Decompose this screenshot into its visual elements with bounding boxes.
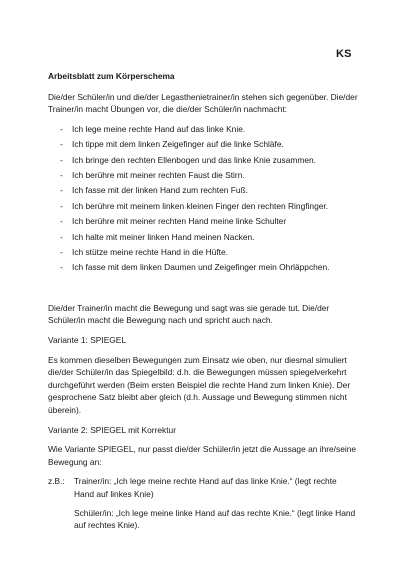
exercise-item bbox=[60, 169, 358, 182]
exercise-item bbox=[60, 261, 358, 274]
example-lines bbox=[74, 475, 358, 537]
list-dash: - bbox=[60, 154, 63, 165]
list-dash: - bbox=[60, 185, 63, 196]
list-dash: - bbox=[60, 216, 63, 227]
exercise-text: Ich halte mit meiner linken Hand meinen Nacken. bbox=[72, 231, 255, 242]
exercise-item bbox=[60, 138, 358, 151]
worksheet-title: Arbeitsblatt zum Körperschema bbox=[48, 71, 175, 81]
exercise-text: Ich berühre mit meiner rechten Faust die Stirn. bbox=[72, 169, 245, 180]
list-dash: - bbox=[60, 262, 63, 273]
exercise-text: Ich fasse mit dem linken Daumen und Zeigefinger mein Ohrläppchen. bbox=[72, 262, 330, 273]
exercise-item bbox=[60, 184, 358, 197]
exercise-text: Ich bringe den rechten Ellenbogen und das linke Knie zusammen. bbox=[72, 154, 316, 165]
exercise-list bbox=[48, 123, 358, 274]
list-dash: - bbox=[60, 246, 63, 257]
exercise-text: Ich fasse mit der linken Hand zum rechten Fuß. bbox=[72, 185, 248, 196]
exercise-text: Ich berühre mit meinem linken kleinen Finger den rechten Ringfinger. bbox=[72, 200, 329, 211]
exercise-item bbox=[60, 246, 358, 259]
exercise-item bbox=[60, 215, 358, 228]
intro-paragraph: Die/der Schüler/in und die/der Legasthenietrainer/in stehen sich gegenüber. Die/der Trainer/in macht Übungen vor, die die/der Schüler/in nachmacht: bbox=[48, 91, 358, 115]
example-block bbox=[48, 475, 358, 537]
list-dash: - bbox=[60, 139, 63, 150]
level-badge: KS bbox=[336, 48, 352, 60]
list-dash: - bbox=[60, 169, 63, 180]
student-example: Schüler/in: „Ich lege meine linke Hand auf das rechte Knie.“ (legt linke Hand auf rechtes Knie). bbox=[74, 507, 356, 531]
example-label: z.B.: bbox=[48, 476, 65, 487]
variant2-paragraph: Wie Variante SPIEGEL, nur passt die/der Schüler/in jetzt die Aussage an ihre/seine Bewegung an: bbox=[48, 444, 357, 467]
speaking-paragraph: Die/der Trainer/in macht die Bewegung und sagt was sie gerade tut. Die/der Schüler/in macht die Bewegung nach und spricht auch nach. bbox=[48, 302, 330, 326]
worksheet-content bbox=[48, 70, 358, 538]
exercise-text: Ich lege meine rechte Hand auf das linke Knie. bbox=[72, 123, 246, 134]
variant1-paragraph: Es kommen dieselben Bewegungen zum Einsatz wie oben, nur diesmal simuliert die/der Schüler/in das Spiegelbild: d.h. die Bewegungen müssen spiegelverkehrt durchgeführt werden (Beim ersten Beispiel die rechte Hand zum linken Knie). Der gesprochene Satz bleibt aber gleich (d.h. Aussage und Bewegung stimmen nicht überein). bbox=[48, 354, 351, 416]
variant2-heading: Variante 2: SPIEGEL mit Korrektur bbox=[48, 424, 176, 435]
exercise-item bbox=[60, 123, 358, 136]
exercise-text: Ich berühre mit meiner rechten Hand meine linke Schulter bbox=[72, 216, 287, 227]
exercise-item bbox=[60, 200, 358, 213]
exercise-item bbox=[60, 231, 358, 244]
variant1-heading: Variante 1: SPIEGEL bbox=[48, 335, 127, 346]
list-dash: - bbox=[60, 200, 63, 211]
list-dash: - bbox=[60, 231, 63, 242]
exercise-text: Ich tippe mit dem linken Zeigefinger auf die linke Schläfe. bbox=[72, 139, 284, 150]
exercise-text: Ich stütze meine rechte Hand in die Hüfte. bbox=[72, 246, 228, 257]
exercise-item bbox=[60, 154, 358, 167]
trainer-example: Trainer/in: „Ich lege meine rechte Hand auf das linke Knie.“ (legt rechte Hand auf linkes Knie) bbox=[74, 476, 337, 500]
list-dash: - bbox=[60, 123, 63, 134]
